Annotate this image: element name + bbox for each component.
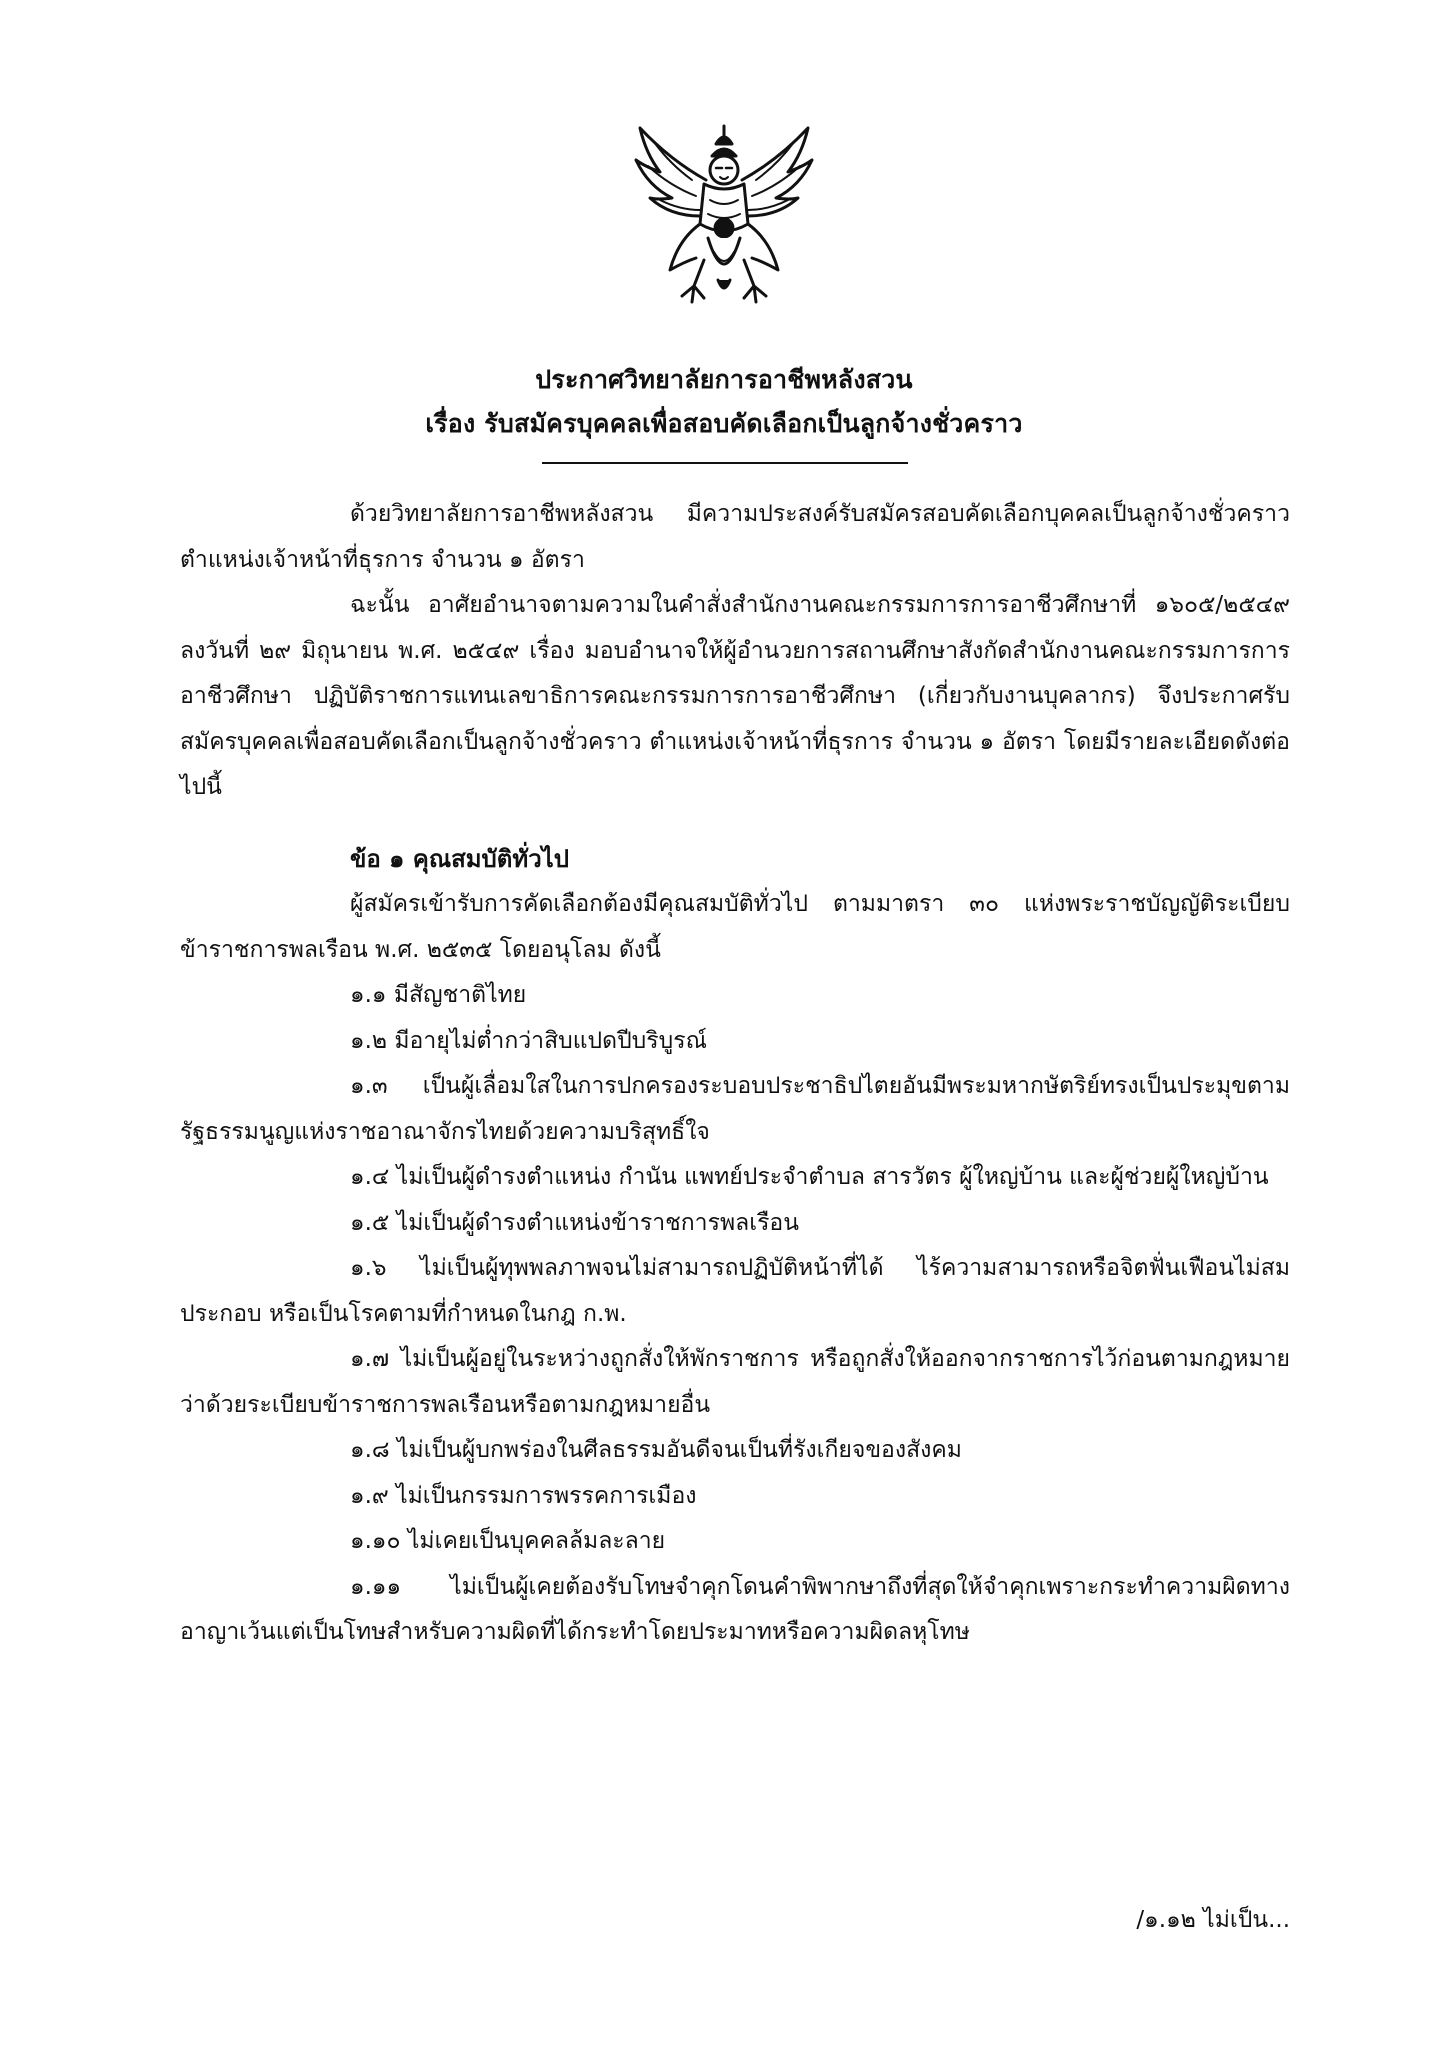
title-divider bbox=[542, 462, 908, 464]
qualification-item: ๑.๑๐ ไม่เคยเป็นบุคคลล้มละลาย bbox=[350, 1528, 666, 1554]
qualification-item: ๑.๑ มีสัญชาติไทย bbox=[350, 982, 527, 1008]
document-body bbox=[180, 492, 1290, 1656]
intro-paragraph-1: ด้วยวิทยาลัยการอาชีพหลังสวน มีความประสงค์รับสมัครสอบคัดเลือกบุคคลเป็นลูกจ้างชั่วคราว ตำแหน่งเจ้าหน้าที่ธุรการ จำนวน ๑ อัตรา bbox=[180, 501, 1290, 573]
qualification-item: ๑.๕ ไม่เป็นผู้ดำรงตำแหน่งข้าราชการพลเรือน bbox=[350, 1209, 799, 1236]
garuda-emblem-icon bbox=[630, 120, 818, 310]
qualification-item: ๑.๖ ไม่เป็นผู้ทุพพลภาพจนไม่สามารถปฏิบัติหน้าที่ได้ ไร้ความสามารถหรือจิตฟั่นเฟือนไม่สมประกอบ หรือเป็นโรคตามที่กำหนดในกฎ ก.พ. bbox=[180, 1255, 1290, 1327]
intro-paragraph-2: ฉะนั้น อาศัยอำนาจตามความในคำสั่งสำนักงานคณะกรรมการการอาชีวศึกษาที่ ๑๖๐๕/๒๕๔๙ ลงวันที่ ๒๙ มิถุนายน พ.ศ. ๒๕๔๙ เรื่อง มอบอำนาจให้ผู้อำนวยการสถานศึกษาสังกัดสำนักงานคณะกรรมการการอาชีวศึกษา ปฏิบัติราชการแทนเลขาธิการคณะกรรมการการอาชีวศึกษา (เกี่ยวกับงานบุคลากร) จึงประกาศรับสมัครบุคคลเพื่อสอบคัดเลือกเป็นลูกจ้างชั่วคราว ตำแหน่งเจ้าหน้าที่ธุรการ จำนวน ๑ อัตรา โดยมีรายละเอียดดังต่อไปนี้ bbox=[180, 592, 1290, 800]
announcement-title: ประกาศวิทยาลัยการอาชีพหลังสวน bbox=[535, 365, 913, 394]
title-block bbox=[0, 358, 1448, 446]
section-1-heading: ข้อ ๑ คุณสมบัติทั่วไป bbox=[350, 844, 569, 873]
qualification-item: ๑.๒ มีอายุไม่ต่ำกว่าสิบแปดปีบริบูรณ์ bbox=[350, 1027, 707, 1054]
qualification-item: ๑.๙ ไม่เป็นกรรมการพรรคการเมือง bbox=[350, 1482, 697, 1509]
qualification-item: ๑.๗ ไม่เป็นผู้อยู่ในระหว่างถูกสั่งให้พักราชการ หรือถูกสั่งให้ออกจากราชการไว้ก่อนตามกฎหมายว่าด้วยระเบียบข้าราชการพลเรือนหรือตามกฎหมายอื่น bbox=[180, 1346, 1290, 1418]
continuation-note: /๑.๑๒ ไม่เป็น... bbox=[1136, 1907, 1290, 1933]
section-1-lead: ผู้สมัครเข้ารับการคัดเลือกต้องมีคุณสมบัติทั่วไป ตามมาตรา ๓๐ แห่งพระราชบัญญัติระเบียบ ข้าราชการพลเรือน พ.ศ. ๒๕๓๕ โดยอนุโลม ดังนี้ bbox=[180, 891, 1290, 963]
qualification-item: ๑.๘ ไม่เป็นผู้บกพร่องในศีลธรรมอันดีจนเป็นที่รังเกียจของสังคม bbox=[350, 1437, 962, 1463]
announcement-subject: เรื่อง รับสมัครบุคคลเพื่อสอบคัดเลือกเป็นลูกจ้างชั่วคราว bbox=[425, 409, 1023, 438]
qualification-item: ๑.๑๑ ไม่เป็นผู้เคยต้องรับโทษจำคุกโดนคำพิพากษาถึงที่สุดให้จำคุกเพราะกระทำความผิดทางอาญาเว้นแต่เป็นโทษสำหรับความผิดที่ได้กระทำโดยประมาทหรือความผิดลหุโทษ bbox=[180, 1573, 1290, 1645]
qualification-item: ๑.๓ เป็นผู้เลื่อมใสในการปกครองระบอบประชาธิปไตยอันมีพระมหากษัตริย์ทรงเป็นประมุขตามรัฐธรรมนูญแห่งราชอาณาจักรไทยด้วยความบริสุทธิ์ใจ bbox=[180, 1073, 1290, 1145]
qualification-item: ๑.๔ ไม่เป็นผู้ดำรงตำแหน่ง กำนัน แพทย์ประจำตำบล สารวัตร ผู้ใหญ่บ้าน และผู้ช่วยผู้ใหญ่บ้าน bbox=[350, 1164, 1269, 1190]
